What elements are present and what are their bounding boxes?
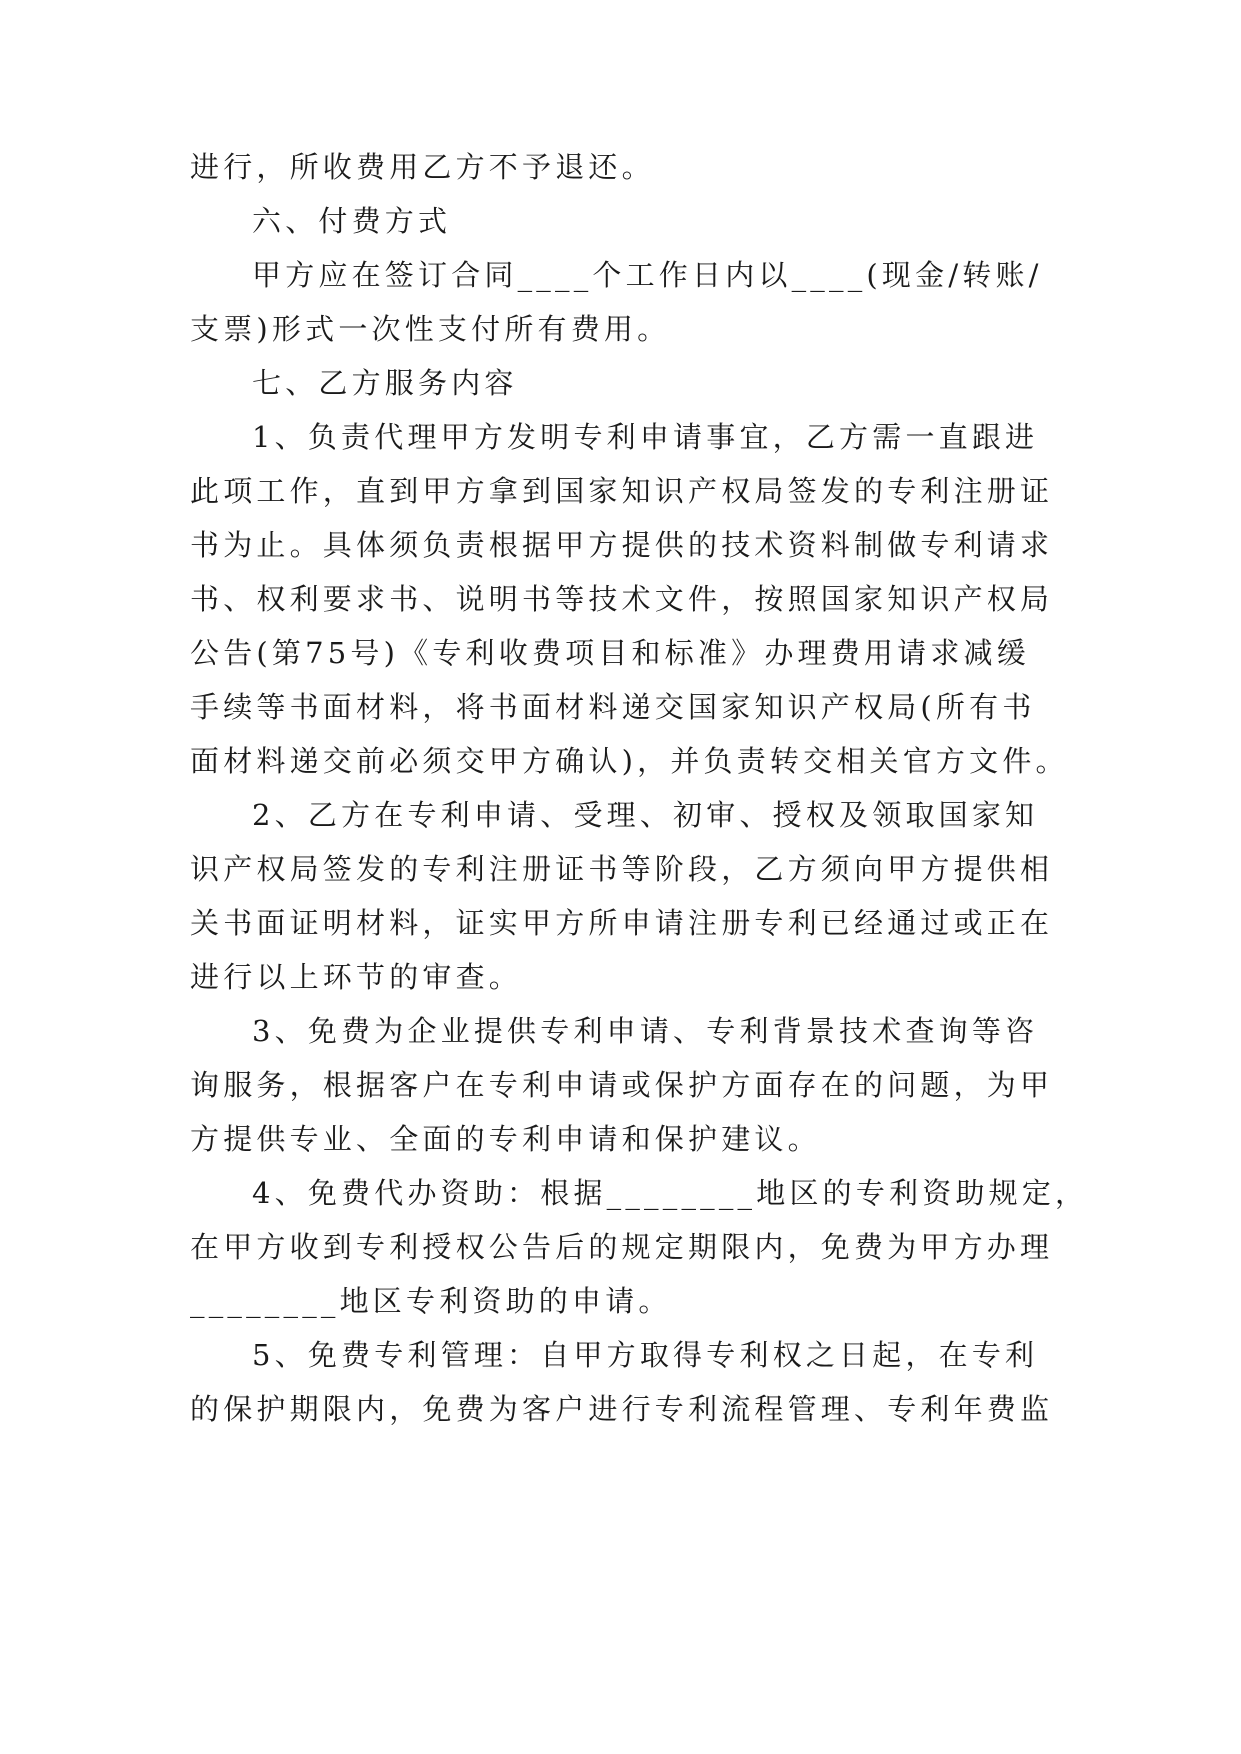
text-line: 关书面证明材料，证实甲方所申请注册专利已经通过或正在	[190, 906, 1054, 940]
section-heading: 七、乙方服务内容	[252, 366, 518, 400]
text-line: 甲方应在签订合同____个工作日内以____(现金/转账/	[252, 258, 1043, 292]
text-line: 公告(第75号)《专利收费项目和标准》办理费用请求减缓	[190, 636, 1030, 670]
text-line: 1、负责代理甲方发明专利申请事宜，乙方需一直跟进	[252, 420, 1039, 454]
text-line: 进行以上环节的审查。	[190, 960, 523, 994]
text-line: 的保护期限内，免费为客户进行专利流程管理、专利年费监	[190, 1392, 1054, 1426]
text-line: 手续等书面材料，将书面材料递交国家知识产权局(所有书	[190, 690, 1036, 724]
section-heading: 六、付费方式	[252, 204, 452, 238]
text-line: 识产权局签发的专利注册证书等阶段，乙方须向甲方提供相	[190, 852, 1054, 886]
text-line: 支票)形式一次性支付所有费用。	[190, 312, 671, 346]
text-line: 书为止。具体须负责根据甲方提供的技术资料制做专利请求	[190, 528, 1054, 562]
text-line: 进行，所收费用乙方不予退还。	[190, 150, 655, 184]
text-line: 5、免费专利管理：自甲方取得专利权之日起，在专利	[252, 1338, 1039, 1372]
text-line: 2、乙方在专利申请、受理、初审、授权及领取国家知	[252, 798, 1039, 832]
text-line: 书、权利要求书、说明书等技术文件，按照国家知识产权局	[190, 582, 1054, 616]
text-line: 方提供专业、全面的专利申请和保护建议。	[190, 1122, 821, 1156]
text-line: 询服务，根据客户在专利申请或保护方面存在的问题，为甲	[190, 1068, 1054, 1102]
text-line: 面材料递交前必须交甲方确认)，并负责转交相关官方文件。	[190, 744, 1069, 778]
text-line: 在甲方收到专利授权公告后的规定期限内，免费为甲方办理	[190, 1230, 1054, 1264]
text-line: ________地区专利资助的申请。	[190, 1284, 672, 1318]
text-line: 3、免费为企业提供专利申请、专利背景技术查询等咨	[252, 1014, 1039, 1048]
text-line: 4、免费代办资助：根据________地区的专利资助规定，	[252, 1176, 1089, 1210]
text-line: 此项工作，直到甲方拿到国家知识产权局签发的专利注册证	[190, 474, 1054, 508]
